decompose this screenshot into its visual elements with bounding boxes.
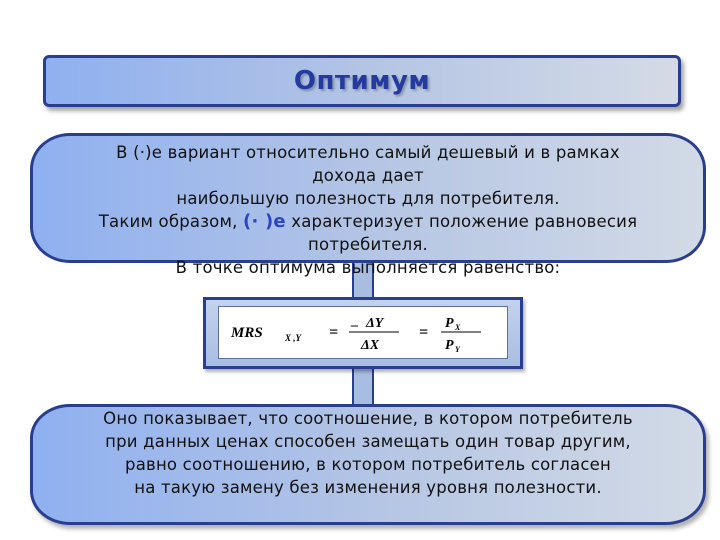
formula-equals-2: = [419, 324, 429, 341]
formula-equals-1: = [329, 324, 339, 341]
formula-px: P [445, 316, 454, 331]
formula-py: P [445, 338, 454, 353]
up-arrow-connector [352, 365, 374, 409]
definition-suffix: характеризует положение равновесия [291, 212, 638, 231]
explanation-line: Оно показывает, что соотношение, в котором потребитель [103, 409, 633, 428]
explanation-line: равно соотношению, в котором потребитель согласен [125, 455, 611, 474]
explanation-line: при данных ценах способен замещать один товар другим, [105, 432, 631, 451]
formula-py-sub: Y [455, 345, 460, 354]
equality-caption: В точке оптимума выполняется равенство: [175, 258, 561, 277]
formula-delta-y: ΔY [366, 316, 384, 331]
definition-line: В (·)е вариант относительно самый дешевый и в рамках [116, 143, 620, 162]
formula-subscript: X ,Y [285, 333, 302, 343]
formula-mrs: MRS [231, 325, 263, 341]
explanation-line: на такую замену без изменения уровня полезности. [134, 478, 602, 497]
formula-minus: – [351, 318, 358, 333]
explanation-text [30, 407, 706, 499]
definition-text [30, 141, 706, 279]
formula-panel [218, 306, 508, 359]
formula-px-sub: X [455, 323, 461, 332]
formula-delta-x: ΔX [361, 338, 380, 353]
point-e-marker: (· )е [243, 211, 286, 232]
mrs-formula [219, 307, 507, 358]
definition-line: потребителя. [308, 235, 428, 254]
title-box [43, 55, 681, 107]
page-title: Оптимум [293, 66, 431, 96]
definition-line: наибольшую полезность для потребителя. [176, 189, 560, 208]
definition-line [30, 210, 706, 233]
definition-line: дохода дает [312, 166, 424, 185]
definition-prefix: Таким образом, [98, 212, 238, 231]
